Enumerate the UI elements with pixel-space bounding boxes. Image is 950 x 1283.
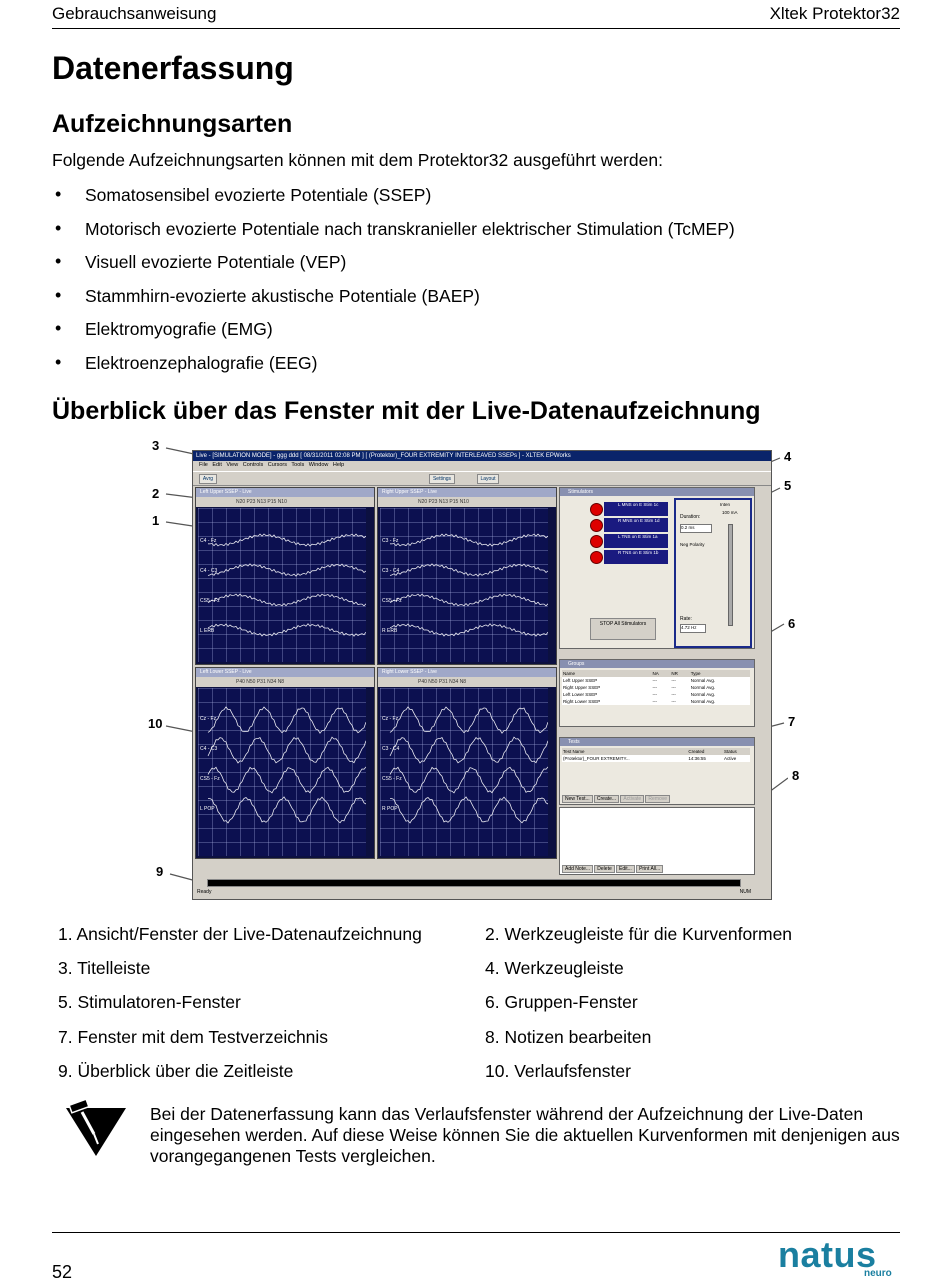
table-cell: Right Lower SSEP <box>563 699 601 704</box>
edit-note-button[interactable]: Edit... <box>616 865 635 873</box>
waveform-trace <box>390 737 548 763</box>
channel-label: Cz - Fz <box>382 716 399 722</box>
callout-4: 4 <box>784 449 792 464</box>
panel-title: Tests <box>560 738 754 746</box>
pane-title: Right Upper SSEP - Live <box>378 488 556 497</box>
table-cell: --- <box>671 678 676 683</box>
channel-label: R POP <box>382 806 398 812</box>
duration-select[interactable]: 0.2 ms <box>680 524 712 533</box>
groups-panel <box>559 659 755 727</box>
callout-2: 2 <box>152 486 160 501</box>
table-cell: --- <box>671 692 676 697</box>
status-ready: Ready <box>197 889 212 895</box>
column-header: Name <box>563 671 576 676</box>
channel-label: R ERB <box>382 628 398 634</box>
callout-3: 3 <box>152 438 160 453</box>
table-cell: Normal Avg. <box>690 685 716 690</box>
waveform-trace <box>390 564 548 576</box>
waveform-trace <box>208 564 366 576</box>
table-cell: Normal Avg. <box>690 678 716 683</box>
panel-title: Groups <box>560 660 754 668</box>
natus-logo: natus <box>778 1234 877 1275</box>
column-header: NA <box>652 671 659 676</box>
channel-label: C3 - C4 <box>382 746 400 752</box>
header-product: Xltek Protektor32 <box>769 4 900 23</box>
channel-label: C3 - Fz <box>382 538 399 544</box>
table-cell: --- <box>671 699 676 704</box>
waveform-plot <box>380 688 548 856</box>
pane-title: Right Lower SSEP - Live <box>378 668 556 677</box>
table-cell: --- <box>671 685 676 690</box>
notes-buttons <box>562 866 663 872</box>
waveform-trace <box>208 534 366 546</box>
stop-all-button[interactable]: STOP All Stimulators <box>590 618 656 640</box>
column-header: Status <box>724 749 737 754</box>
callout-10: 10 <box>148 716 163 731</box>
list-item: • Motorisch evozierte Potentiale nach transkranieller elektrischer Stimulation (TcMEP) <box>52 219 735 253</box>
waveform-trace <box>390 624 548 636</box>
callout-7: 7 <box>788 714 796 729</box>
waveform-trace <box>208 767 366 793</box>
caption-item: 8. Notizen bearbeiten <box>485 1027 652 1047</box>
caption-item: 10. Verlaufsfenster <box>485 1061 631 1081</box>
caption-item: 3. Titelleiste <box>58 958 151 978</box>
duration-label: Duration: <box>680 514 701 520</box>
section-heading-recording-types: Aufzeichnungsarten <box>52 110 293 138</box>
main-toolbar <box>193 471 771 486</box>
waveform-trace <box>208 594 366 606</box>
stimulator-button[interactable]: R MNS on E Stim 1d <box>604 518 668 532</box>
history-pane <box>195 667 375 859</box>
waveform-pane <box>195 487 375 665</box>
waveform-trace <box>390 797 548 823</box>
channel-label: C4 - C3 <box>200 568 218 574</box>
channel-label: C4 - Fz <box>200 538 217 544</box>
layout-button[interactable]: Layout <box>477 474 499 484</box>
stimulator-settings <box>674 498 752 648</box>
status-num: NUM <box>739 889 751 895</box>
notes-panel[interactable] <box>559 807 755 875</box>
callout-8: 8 <box>792 768 800 783</box>
neg-polarity-checkbox[interactable]: Neg Polarity <box>680 542 705 547</box>
waveform-trace <box>208 624 366 636</box>
rate-field[interactable]: 4.72 Hz <box>680 624 706 633</box>
tests-buttons <box>562 796 670 802</box>
list-item: • Stammhirn-evozierte akustische Potentiale (BAEP) <box>52 286 735 320</box>
menu-bar: File Edit View Controls Cursors Tools Window Help <box>199 462 345 468</box>
groups-table <box>562 670 750 705</box>
add-note-button[interactable]: Add Note... <box>562 865 593 873</box>
callout-9: 9 <box>156 864 164 879</box>
natus-logo-sub: neuro <box>864 1268 892 1279</box>
waveform-toolbar: P40 N50 P31 N34 N8 <box>378 677 556 687</box>
section-heading-live-window: Überblick über das Fenster mit der Live-Datenaufzeichnung <box>52 397 761 425</box>
header-doc-type: Gebrauchsanweisung <box>52 4 217 23</box>
waveform-plot <box>380 508 548 662</box>
table-cell: 14:36:55 <box>688 756 706 761</box>
callout-6: 6 <box>788 616 796 631</box>
footer-rule <box>52 1232 900 1233</box>
column-header: Created <box>688 749 705 754</box>
waveform-plot <box>198 688 366 856</box>
epworks-window <box>192 450 772 900</box>
list-item: • Elektromyografie (EMG) <box>52 319 735 353</box>
waveform-trace <box>390 594 548 606</box>
recording-types-list <box>52 185 735 386</box>
remove-button[interactable]: Remove <box>645 795 670 803</box>
table-row[interactable] <box>562 755 750 762</box>
waveform-plot <box>198 508 366 662</box>
column-header: Test Name <box>563 749 585 754</box>
channel-label: CS5 - Fz <box>200 598 220 604</box>
activate-button[interactable]: Activate <box>620 795 644 803</box>
caption-item: 4. Werkzeugleiste <box>485 958 624 978</box>
waveform-trace <box>390 767 548 793</box>
waveform-toolbar: N20 P23 N13 P15 N10 <box>196 497 374 507</box>
waveform-toolbar: N20 P23 N13 P15 N10 <box>378 497 556 507</box>
table-cell: Left Lower SSEP <box>563 692 598 697</box>
stimulators-panel <box>559 487 755 649</box>
timeline-overview[interactable] <box>207 879 741 887</box>
intensity-label: Inten <box>720 502 731 507</box>
waveform-traces <box>198 688 366 856</box>
tests-table <box>562 748 750 762</box>
waveform-traces <box>198 508 366 662</box>
caption-item: 6. Gruppen-Fenster <box>485 992 638 1012</box>
waveform-toolbar: P40 N50 P31 N34 N8 <box>196 677 374 687</box>
table-cell: --- <box>652 685 658 690</box>
channel-label: C4 - C3 <box>200 746 218 752</box>
caption-item: 2. Werkzeugleiste für die Kurvenformen <box>485 924 793 944</box>
intro-text: Folgende Aufzeichnungsarten können mit dem Protektor32 ausgeführt werden: <box>52 150 663 170</box>
table-cell: (Protektor)_FOUR EXTREMITY... <box>563 756 630 761</box>
table-cell: --- <box>652 692 658 697</box>
pane-title: Left Upper SSEP - Live <box>196 488 374 497</box>
stimulator-button[interactable]: R TNS on E Stim 1b <box>604 550 668 564</box>
table-cell: Left Upper SSEP <box>563 678 598 683</box>
table-cell: Right Upper SSEP <box>563 685 601 690</box>
title-bar: Live - [SIMULATION MODE] - ggg ddd [ 08/31/2011 02:08 PM ] [ (Protektor)_FOUR EXTREMITY INTERLEAVED SSEPs ] - XLTEK EPWorks <box>193 451 771 461</box>
caption-item: 1. Ansicht/Fenster der Live-Datenaufzeichnung <box>58 924 422 944</box>
table-cell: Normal Avg. <box>690 699 716 704</box>
rate-label: Rate: <box>680 616 692 622</box>
caption-item: 9. Überblick über die Zeitleiste <box>58 1061 294 1081</box>
delete-note-button[interactable]: Delete <box>594 865 614 873</box>
table-header-row <box>562 748 750 755</box>
waveform-trace <box>390 707 548 733</box>
live-window-figure <box>148 438 800 904</box>
new-test-button[interactable]: New Test... <box>562 795 593 803</box>
callout-1: 1 <box>152 513 160 528</box>
table-row[interactable] <box>562 684 750 691</box>
channel-label: L POP <box>200 806 215 812</box>
stimulator-button[interactable]: L MNS on E Stim 1c <box>604 502 668 516</box>
page-number: 52 <box>52 1262 73 1282</box>
caption-item: 7. Fenster mit dem Testverzeichnis <box>58 1027 329 1047</box>
page-title: Datenerfassung <box>52 50 294 86</box>
table-cell: --- <box>652 699 658 704</box>
intensity-slider[interactable] <box>728 524 733 626</box>
waveform-traces <box>380 688 548 856</box>
create-button[interactable]: Create... <box>594 795 619 803</box>
note-text: Bei der Datenerfassung kann das Verlaufsfenster während der Aufzeichnung der Live-Daten eingesehen werden. Auf diese Weise können Sie die aktuellen Kurvenformen mit denjenigen aus vorangegangenen Tests vergleichen. <box>150 1104 900 1166</box>
table-cell: Active <box>724 756 737 761</box>
channel-label: CS5 - Fz <box>382 776 402 782</box>
table-cell: Normal Avg. <box>690 692 716 697</box>
intensity-max: 100 mA <box>722 510 738 515</box>
list-item: • Somatosensibel evozierte Potentiale (SSEP) <box>52 185 735 219</box>
table-header-row <box>562 670 750 677</box>
waveform-trace <box>208 737 366 763</box>
panel-title: Stimulators <box>560 488 754 496</box>
waveform-pane <box>377 487 557 665</box>
pushpin-note-icon <box>64 1100 128 1158</box>
table-row[interactable] <box>562 677 750 684</box>
waveform-traces <box>380 508 548 662</box>
history-pane <box>377 667 557 859</box>
table-row[interactable] <box>562 691 750 698</box>
channel-label: CS5 - Fz <box>382 598 402 604</box>
page-header <box>52 4 900 29</box>
table-row[interactable] <box>562 698 750 705</box>
list-item: • Visuell evozierte Potentiale (VEP) <box>52 252 735 286</box>
list-item: • Elektroenzephalografie (EEG) <box>52 353 735 387</box>
waveform-trace <box>390 534 548 546</box>
waveform-trace <box>208 707 366 733</box>
tests-panel <box>559 737 755 805</box>
channel-label: L ERB <box>200 628 215 634</box>
channel-label: Cz - Fz <box>200 716 217 722</box>
callout-5: 5 <box>784 478 792 493</box>
waveform-trace <box>208 797 366 823</box>
column-header: Type <box>690 671 701 676</box>
caption-item: 5. Stimulatoren-Fenster <box>58 992 241 1012</box>
channel-label: CS5 - Fz <box>200 776 220 782</box>
column-header: NR <box>671 671 678 676</box>
avrg-button[interactable]: Avrg <box>199 474 217 484</box>
pane-title: Left Lower SSEP - Live <box>196 668 374 677</box>
stimulator-button[interactable]: L TNS on E Stim 1a <box>604 534 668 548</box>
channel-label: C3 - C4 <box>382 568 400 574</box>
settings-button[interactable]: Settings <box>429 474 455 484</box>
print-all-button[interactable]: Print All... <box>636 865 663 873</box>
table-cell: --- <box>652 678 658 683</box>
